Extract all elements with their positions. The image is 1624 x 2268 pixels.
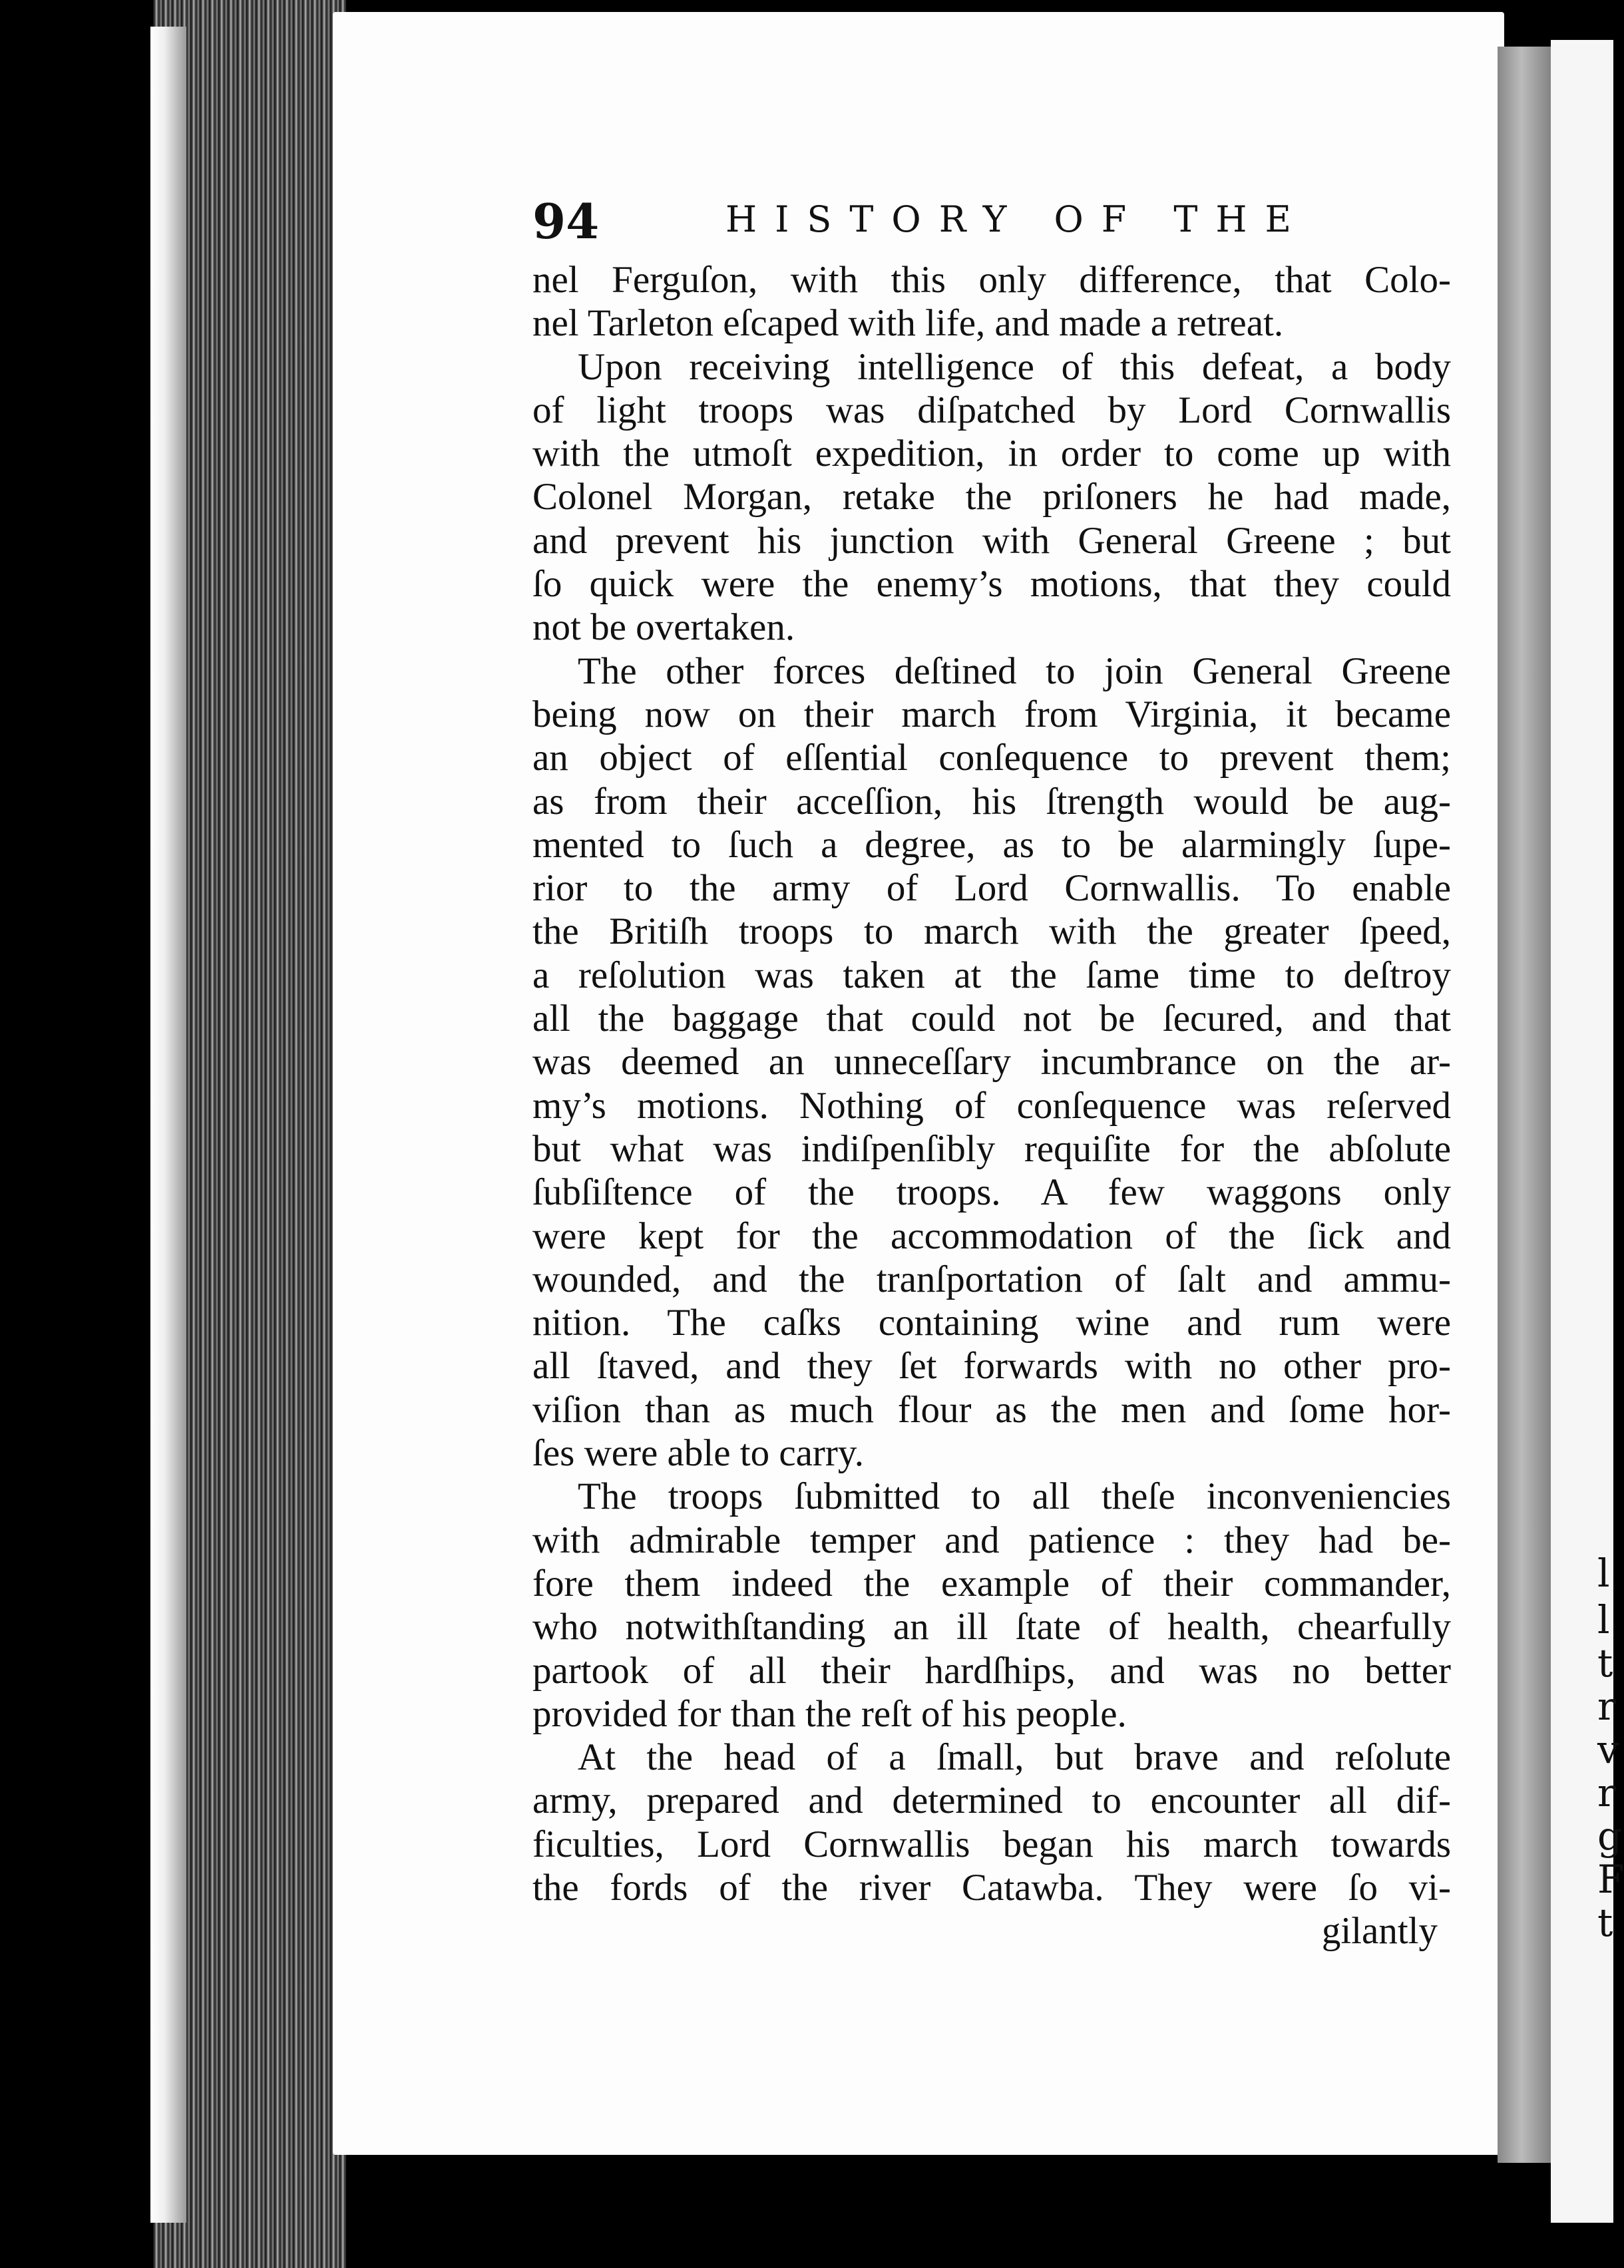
gutter-shadow — [1498, 47, 1557, 2163]
text-line: ſes were able to carry. — [532, 1432, 864, 1475]
text-line: were kept for the accommodation of the ſick and — [532, 1215, 1451, 1257]
text-line: At the head of a ſmall, but brave and reſolute — [578, 1736, 1451, 1779]
text-line: nition. The caſks containing wine and rum were — [532, 1302, 1451, 1344]
text-line: mented to ſuch a degree, as to be alarmingly ſupe- — [532, 823, 1451, 866]
text-line: and prevent his junction with General Greene ; but — [532, 519, 1451, 562]
text-line: rior to the army of Lord Cornwallis. To enable — [532, 867, 1451, 910]
text-line: partook of all their hardſhips, and was no better — [532, 1649, 1451, 1692]
text-line: the Britiſh troops to march with the greater ſpeed, — [532, 910, 1451, 953]
facing-page-char: l — [1597, 1551, 1610, 1596]
text-line: but what was indiſpenſibly requiſite for the abſolute — [532, 1127, 1451, 1170]
facing-page-char: r — [1597, 1770, 1616, 1815]
text-line: with the utmoſt expedition, in order to come up with — [532, 433, 1451, 475]
facing-page-char: v — [1597, 1727, 1619, 1772]
text-line: a reſolution was taken at the ſame time to deſtroy — [532, 954, 1451, 996]
page-header — [532, 193, 1309, 253]
text-line: with admirable temper and patience : they had be- — [532, 1519, 1451, 1561]
text-line: was deemed an unneceſſary incumbrance on the ar- — [532, 1041, 1451, 1083]
catchword: gilantly — [1321, 1910, 1438, 1953]
text-line: nel Tarleton eſcaped with life, and made a retreat. — [532, 302, 1284, 345]
text-line: as from their acceſſion, his ſtrength would be aug- — [532, 780, 1451, 823]
text-line: the fords of the river Catawba. They were ſo vi- — [532, 1866, 1451, 1909]
page-number: 94 — [532, 193, 600, 250]
text-line: my’s motions. Nothing of conſequence was reſerved — [532, 1084, 1451, 1127]
text-line: Colonel Morgan, retake the priſoners he had made, — [532, 476, 1451, 518]
text-line: nel Ferguſon, with this only difference, that Colo- — [532, 259, 1451, 301]
facing-page-char: l — [1597, 1597, 1610, 1642]
book-edge-highlight — [150, 27, 186, 2223]
text-line: provided for than the reſt of his people. — [532, 1692, 1127, 1735]
facing-page-char: g — [1597, 1813, 1623, 1859]
text-line: all ſtaved, and they ſet forwards with no other pro- — [532, 1345, 1451, 1388]
text-line: an object of eſſential conſequence to prevent them; — [532, 737, 1451, 779]
facing-page-char: r — [1597, 1684, 1616, 1729]
facing-page-char: t — [1597, 1640, 1613, 1686]
text-line: fore them indeed the example of their commander, — [532, 1562, 1451, 1605]
text-line: all the baggage that could not be ſecured, and that — [532, 998, 1451, 1040]
body-text — [532, 258, 1451, 1953]
text-line: Upon receiving intelligence of this defeat, a body — [578, 345, 1451, 388]
running-head: HISTORY OF THE — [725, 198, 1309, 240]
text-line: The other forces deſtined to join General Greene — [578, 650, 1451, 692]
text-line: wounded, and the tranſportation of ſalt and ammu- — [532, 1258, 1451, 1300]
text-line: of light troops was diſpatched by Lord Cornwallis — [532, 389, 1451, 431]
facing-page-char: t — [1597, 1900, 1613, 1945]
text-line: not be overtaken. — [532, 606, 795, 649]
text-line: The troops ſubmitted to all theſe inconveniencies — [578, 1475, 1451, 1518]
text-line: army, prepared and determined to encounter all dif- — [532, 1780, 1451, 1822]
facing-page-char: F — [1597, 1857, 1624, 1902]
text-line: being now on their march from Virginia, it became — [532, 693, 1451, 735]
text-line: ſubſiſtence of the troops. A few waggons only — [532, 1171, 1451, 1214]
text-line: viſion than as much flour as the men and ſome hor- — [532, 1388, 1451, 1431]
text-line: ſo quick were the enemy’s motions, that they could — [532, 563, 1451, 606]
text-line: ficulties, Lord Cornwallis began his march towards — [532, 1823, 1451, 1865]
text-line: who notwithſtanding an ill ſtate of health, chearfully — [532, 1606, 1451, 1648]
